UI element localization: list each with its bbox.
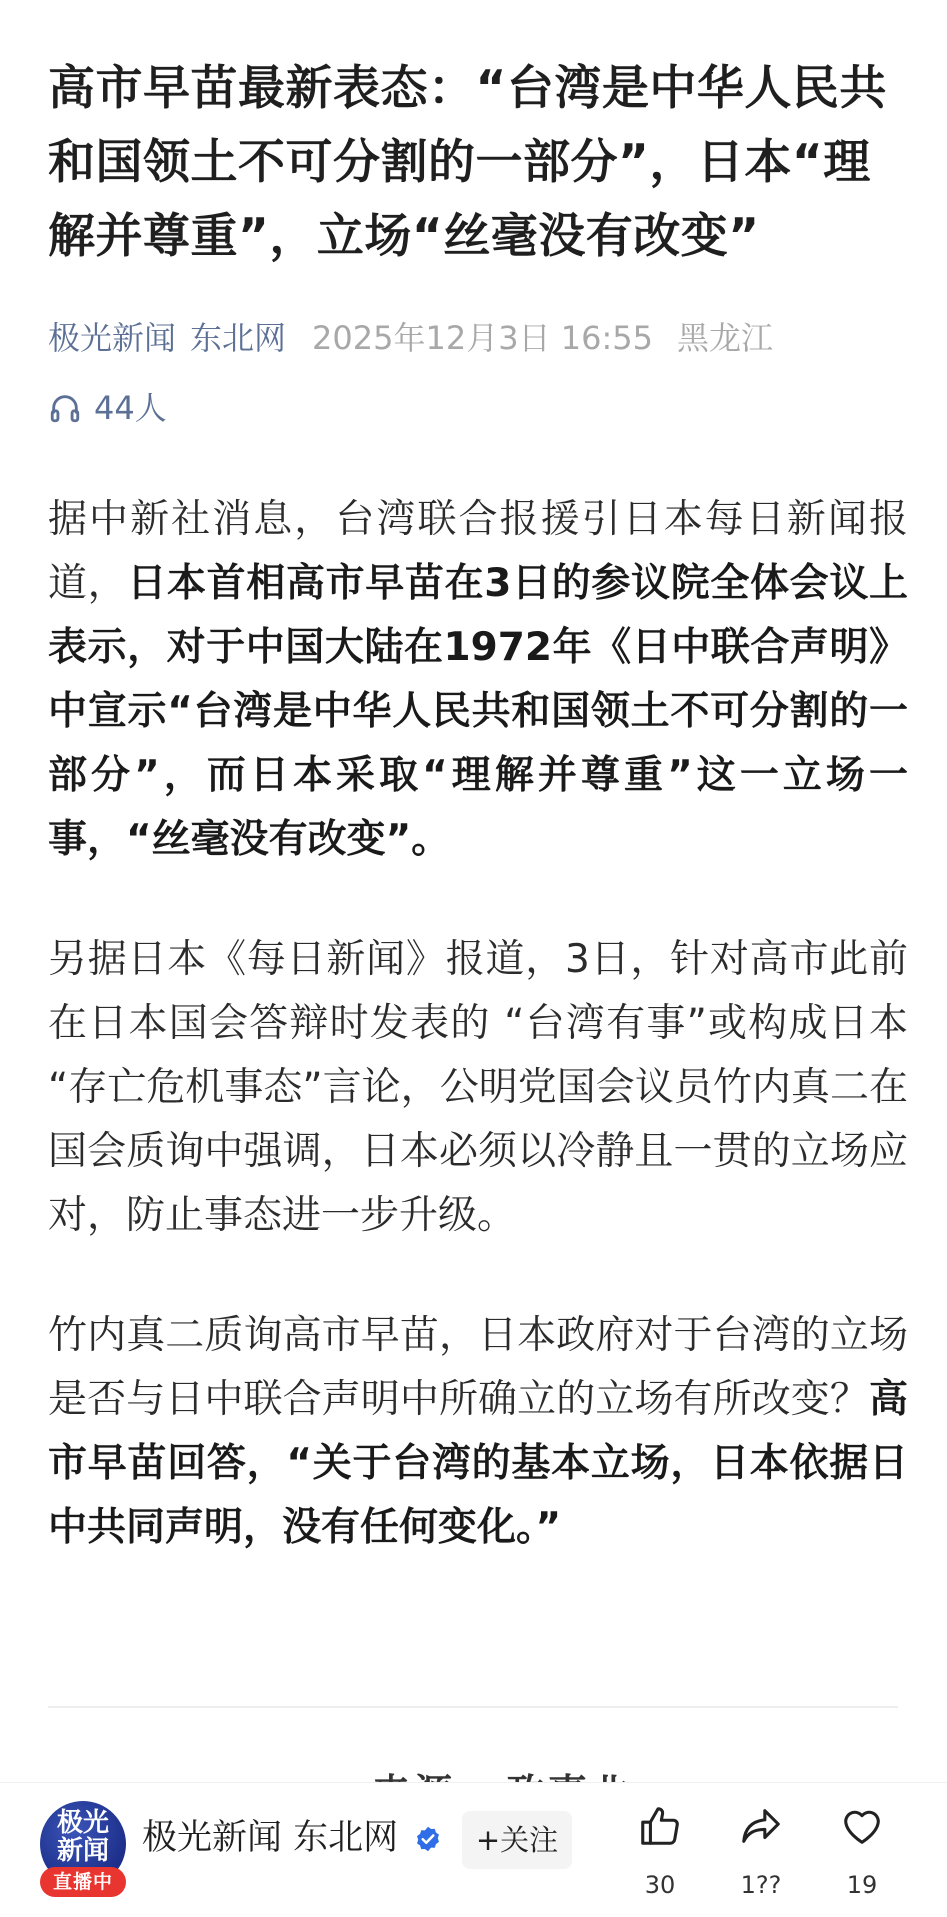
paragraph-3-text: 竹内真二质询高市早苗，日本政府对于台湾的立场是否与日中联合声明中所确立的立场有所改变？ — [48, 1313, 908, 1422]
heart-icon — [839, 1803, 885, 1849]
publish-time: 2025年12月3日 16:55 — [312, 319, 653, 357]
headphone-icon — [48, 391, 82, 425]
content-divider — [48, 1706, 898, 1708]
article-meta — [48, 316, 908, 360]
listen-count-label: 44人 — [94, 389, 167, 427]
share-icon — [738, 1803, 784, 1849]
region-label: 黑龙江 — [676, 319, 773, 357]
listen-count[interactable] — [48, 386, 908, 430]
paragraph-2 — [48, 928, 908, 1248]
paragraph-3 — [48, 1304, 908, 1560]
like-count: 30 — [644, 1871, 676, 1899]
thumbs-up-icon — [637, 1803, 683, 1849]
paragraph-2-text: 另据日本《每日新闻》报道，3日，针对高市此前在日本国会答辩时发表的 “台湾有事”或构成日本 “存亡危机事态”言论，公明党国会议员竹内真二在国会质询中强调，日本必须以冷静且一贯的立场应对，防止事态进一步升级。 — [48, 937, 908, 1238]
paragraph-1-text: 据中新社消息，台湾联合报援引日本每日新闻报道， — [48, 497, 908, 606]
paragraph-1 — [48, 488, 908, 872]
like-button[interactable] — [615, 1803, 705, 1899]
avatar-logo-text: 极光 新闻 — [56, 1808, 109, 1866]
favorite-button[interactable] — [817, 1803, 907, 1899]
follow-button[interactable]: +关注 — [462, 1811, 572, 1869]
share-button[interactable] — [716, 1803, 806, 1899]
article-body — [48, 52, 908, 1560]
share-count: 1?? — [740, 1871, 782, 1899]
bottom-action-bar — [0, 1782, 947, 1917]
paragraph-3-bold: 高市早苗回答，“关于台湾的基本立场，日本依据日中共同声明，没有任何变化。” — [48, 1377, 908, 1550]
live-badge[interactable]: 直播中 — [40, 1867, 126, 1897]
article-title: 高市早苗最新表态：“台湾是中华人民共和国领土不可分割的一部分”，日本“理解并尊重”，立场“丝毫没有改变” — [48, 61, 887, 264]
paragraph-1-bold: 日本首相高市早苗在3日的参议院全体会议上表示，对于中国大陆在1972年《日中联合声明》中宣示“台湾是中华人民共和国领土不可分割的一部分”，而日本采取“理解并尊重”这一立场一事，“丝毫没有改变”。 — [48, 561, 908, 862]
source-name-1[interactable]: 极光新闻 — [48, 319, 177, 357]
account-name[interactable]: 极光新闻 东北网 — [142, 1818, 399, 1858]
source-name-2[interactable]: 东北网 — [190, 319, 287, 357]
verified-icon — [414, 1825, 442, 1853]
favorite-count: 19 — [846, 1871, 878, 1899]
